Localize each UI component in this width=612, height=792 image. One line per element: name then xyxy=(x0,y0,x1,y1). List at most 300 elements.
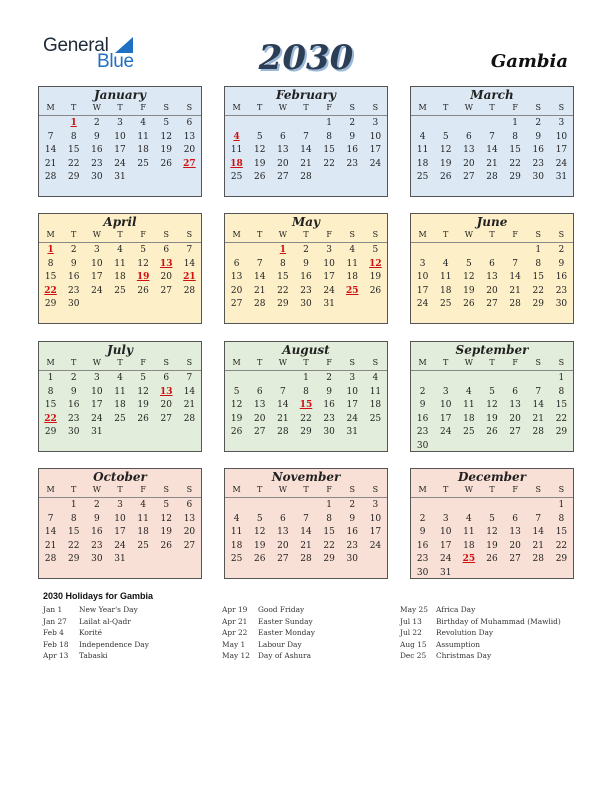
day-cell: 17 xyxy=(416,285,429,296)
day-cell: 25 xyxy=(137,540,149,551)
holiday-date: Dec 25 xyxy=(400,651,427,661)
day-cell: 8 xyxy=(47,258,54,269)
weekday-label: M xyxy=(418,485,427,494)
day-cell: 2 xyxy=(419,386,426,397)
day-cell: 11 xyxy=(346,258,358,269)
day-grid xyxy=(225,244,387,312)
day-cell: 4 xyxy=(117,373,123,383)
day-cell: 12 xyxy=(253,145,266,156)
day-cell: 6 xyxy=(163,373,170,383)
day-cell: 22 xyxy=(323,540,335,551)
weekday-label: M xyxy=(46,358,55,367)
month-may xyxy=(224,213,388,324)
day-cell: 5 xyxy=(233,386,240,397)
day-cell: 24 xyxy=(555,158,568,169)
day-cell: 10 xyxy=(439,527,452,538)
month-november xyxy=(224,468,388,579)
weekday-label: F xyxy=(326,103,332,112)
empty-cell xyxy=(457,244,480,258)
day-cell: 9 xyxy=(535,131,542,142)
weekday-label: F xyxy=(512,358,518,367)
day-cell: 18 xyxy=(463,413,475,424)
day-cell: 7 xyxy=(512,258,518,269)
month-august xyxy=(224,341,388,452)
day-cell: 16 xyxy=(416,413,429,424)
day-cell: 26 xyxy=(160,158,172,169)
weekday-label: W xyxy=(92,103,101,112)
day-cell: 15 xyxy=(277,272,289,283)
day-cell: 5 xyxy=(140,245,146,255)
day-cell: 19 xyxy=(253,158,266,169)
day-cell: 31 xyxy=(323,299,335,310)
day-cell: 29 xyxy=(44,299,57,310)
day-cell: 1 xyxy=(70,500,77,510)
day-cell: 10 xyxy=(346,386,358,397)
day-cell: 5 xyxy=(140,373,146,383)
day-cell: 24 xyxy=(369,158,382,169)
day-cell: 2 xyxy=(93,118,100,128)
day-cell: 27 xyxy=(486,299,498,310)
day-cell: 22 xyxy=(277,285,289,296)
weekday-label: S xyxy=(372,230,379,239)
day-cell: 18 xyxy=(114,400,126,411)
weekday-label: T xyxy=(71,485,77,494)
day-cell: 24 xyxy=(114,540,126,551)
weekday-label: S xyxy=(349,230,356,239)
holiday-row xyxy=(222,628,315,640)
empty-cell xyxy=(527,372,550,386)
day-cell: 28 xyxy=(532,554,544,565)
weekday-label: S xyxy=(535,230,542,239)
day-cell: 7 xyxy=(303,513,309,524)
day-cell: 8 xyxy=(535,258,542,269)
day-cell: 26 xyxy=(486,427,498,438)
holiday-day-cell: 4 xyxy=(233,131,240,142)
day-cell: 1 xyxy=(535,245,542,255)
day-cell: 18 xyxy=(439,285,452,296)
weekday-label: T xyxy=(71,103,77,112)
day-cell: 22 xyxy=(300,413,312,424)
holiday-name: Day of Ashura xyxy=(258,651,311,661)
day-cell: 23 xyxy=(323,413,335,424)
day-cell: 30 xyxy=(91,554,103,565)
day-cell: 16 xyxy=(416,540,429,551)
day-cell: 24 xyxy=(439,427,452,438)
day-cell: 2 xyxy=(93,500,100,510)
weekday-label: T xyxy=(443,358,449,367)
day-cell: 14 xyxy=(486,145,498,156)
empty-cell xyxy=(527,499,550,513)
month-september xyxy=(410,341,574,452)
holiday-name: Christmas Day xyxy=(436,651,492,661)
holiday-day-cell: 25 xyxy=(462,554,476,565)
day-cell: 25 xyxy=(230,554,243,565)
day-cell: 18 xyxy=(137,145,149,156)
day-cell: 30 xyxy=(91,172,103,183)
day-cell: 6 xyxy=(279,131,286,142)
weekday-label: W xyxy=(92,485,101,494)
day-cell: 27 xyxy=(277,172,289,183)
country-name: Gambia xyxy=(490,51,568,72)
day-cell: 2 xyxy=(349,500,356,510)
day-cell: 11 xyxy=(230,145,243,156)
weekday-label: S xyxy=(558,358,565,367)
day-cell: 5 xyxy=(372,245,379,255)
weekday-label: T xyxy=(443,485,449,494)
weekday-label: M xyxy=(46,103,55,112)
day-cell: 8 xyxy=(326,513,332,524)
day-cell: 7 xyxy=(256,258,263,269)
day-cell: 3 xyxy=(117,500,123,510)
weekday-label: W xyxy=(278,485,287,494)
day-cell: 2 xyxy=(535,118,542,128)
empty-cell xyxy=(457,372,480,386)
day-cell: 17 xyxy=(114,145,126,156)
holiday-date: Jan 1 xyxy=(43,605,63,614)
day-cell: 22 xyxy=(67,158,80,169)
empty-cell xyxy=(457,117,480,131)
day-cell: 16 xyxy=(67,272,80,283)
day-cell: 4 xyxy=(140,118,146,128)
day-cell: 7 xyxy=(47,513,54,524)
day-cell: 17 xyxy=(369,527,382,538)
day-grid xyxy=(39,372,201,440)
day-cell: 18 xyxy=(346,272,358,283)
day-cell: 4 xyxy=(465,513,472,524)
day-cell: 12 xyxy=(230,400,243,411)
day-cell: 27 xyxy=(277,554,289,565)
day-cell: 1 xyxy=(303,373,309,383)
day-cell: 26 xyxy=(230,427,243,438)
holiday-day-cell: 1 xyxy=(279,245,286,255)
day-cell: 28 xyxy=(44,172,57,183)
day-cell: 1 xyxy=(326,500,332,510)
day-cell: 27 xyxy=(183,540,196,551)
holiday-row xyxy=(400,628,561,640)
day-cell: 3 xyxy=(442,513,449,524)
day-cell: 3 xyxy=(419,258,426,269)
day-cell: 6 xyxy=(465,131,472,142)
day-cell: 24 xyxy=(91,413,103,424)
day-cell: 16 xyxy=(300,272,312,283)
day-cell: 29 xyxy=(555,427,568,438)
day-cell: 25 xyxy=(230,172,243,183)
day-cell: 17 xyxy=(114,527,126,538)
weekday-label: T xyxy=(303,358,309,367)
day-cell: 6 xyxy=(186,118,193,128)
day-cell: 23 xyxy=(346,158,358,169)
day-cell: 6 xyxy=(256,386,263,397)
day-grid xyxy=(39,499,201,567)
empty-cell xyxy=(504,244,527,258)
day-cell: 20 xyxy=(463,158,475,169)
day-cell: 24 xyxy=(439,554,452,565)
header-divider xyxy=(39,497,201,498)
day-cell: 15 xyxy=(532,272,544,283)
month-title: April xyxy=(103,215,137,229)
empty-cell xyxy=(480,244,503,258)
empty-cell xyxy=(225,499,248,513)
day-cell: 23 xyxy=(416,554,429,565)
day-cell: 14 xyxy=(253,272,266,283)
holiday-date: Feb 4 xyxy=(43,628,64,638)
holiday-name: Lailat al-Qadr xyxy=(79,616,131,626)
weekday-header-row xyxy=(39,103,201,112)
header-divider xyxy=(411,115,573,116)
header-divider xyxy=(411,497,573,498)
day-cell: 20 xyxy=(277,158,289,169)
empty-cell xyxy=(411,244,434,258)
day-cell: 11 xyxy=(439,272,452,283)
month-february xyxy=(224,86,388,197)
day-cell: 9 xyxy=(419,527,426,538)
weekday-label: S xyxy=(372,358,379,367)
day-cell: 28 xyxy=(44,554,57,565)
weekday-header-row xyxy=(225,358,387,367)
day-cell: 27 xyxy=(509,554,521,565)
empty-cell xyxy=(225,244,248,258)
day-cell: 4 xyxy=(349,245,356,255)
day-cell: 9 xyxy=(349,131,356,142)
day-cell: 2 xyxy=(70,245,77,255)
day-cell: 7 xyxy=(186,373,193,383)
empty-cell xyxy=(434,499,457,513)
day-cell: 4 xyxy=(442,258,449,269)
empty-cell xyxy=(434,244,457,258)
weekday-label: W xyxy=(464,230,473,239)
holiday-date: May 25 xyxy=(400,605,428,614)
day-cell: 25 xyxy=(439,299,452,310)
weekday-header-row xyxy=(411,485,573,494)
day-cell: 19 xyxy=(160,527,172,538)
weekday-label: M xyxy=(418,103,427,112)
weekday-label: S xyxy=(186,230,193,239)
day-cell: 3 xyxy=(372,500,379,510)
weekday-header-row xyxy=(39,230,201,239)
weekday-label: T xyxy=(489,230,495,239)
day-cell: 31 xyxy=(439,567,452,578)
day-cell: 7 xyxy=(535,513,542,524)
day-cell: 9 xyxy=(70,258,77,269)
holiday-row xyxy=(222,651,315,663)
day-cell: 19 xyxy=(486,540,498,551)
holiday-date: May 12 xyxy=(222,651,250,661)
weekday-label: M xyxy=(46,230,55,239)
day-cell: 30 xyxy=(416,440,429,451)
day-cell: 14 xyxy=(300,527,312,538)
holiday-column xyxy=(222,605,315,663)
month-title: September xyxy=(455,343,529,357)
day-cell: 17 xyxy=(346,400,358,411)
empty-cell xyxy=(480,372,503,386)
day-cell: 15 xyxy=(323,145,335,156)
day-cell: 21 xyxy=(486,158,498,169)
day-cell: 20 xyxy=(509,540,521,551)
day-cell: 8 xyxy=(70,513,77,524)
day-cell: 29 xyxy=(555,554,568,565)
day-cell: 18 xyxy=(463,540,475,551)
day-cell: 16 xyxy=(67,400,80,411)
day-cell: 13 xyxy=(183,513,196,524)
day-cell: 6 xyxy=(489,258,495,269)
weekday-label: M xyxy=(46,485,55,494)
weekday-label: W xyxy=(464,103,473,112)
month-title: January xyxy=(94,88,146,102)
day-cell: 5 xyxy=(163,500,170,510)
weekday-label: T xyxy=(489,485,495,494)
day-cell: 20 xyxy=(230,285,243,296)
holiday-date: Jul 22 xyxy=(400,628,422,638)
holiday-row xyxy=(43,651,149,663)
weekday-label: M xyxy=(418,358,427,367)
weekday-label: F xyxy=(326,485,332,494)
day-cell: 7 xyxy=(489,131,495,142)
day-cell: 30 xyxy=(300,299,312,310)
day-cell: 14 xyxy=(300,145,312,156)
day-cell: 14 xyxy=(183,258,196,269)
day-cell: 20 xyxy=(486,285,498,296)
holiday-day-cell: 12 xyxy=(369,258,382,269)
empty-cell xyxy=(248,499,271,513)
day-cell: 28 xyxy=(277,427,289,438)
weekday-header-row xyxy=(39,358,201,367)
day-cell: 15 xyxy=(44,400,57,411)
day-cell: 29 xyxy=(532,299,544,310)
weekday-label: F xyxy=(326,230,332,239)
day-cell: 5 xyxy=(442,131,449,142)
month-title: May xyxy=(291,215,321,229)
day-cell: 26 xyxy=(253,554,266,565)
day-cell: 3 xyxy=(372,118,379,128)
day-cell: 23 xyxy=(346,540,358,551)
day-cell: 18 xyxy=(416,158,429,169)
day-cell: 9 xyxy=(349,513,356,524)
day-cell: 19 xyxy=(369,272,382,283)
header-divider xyxy=(411,242,573,243)
day-cell: 27 xyxy=(253,427,266,438)
day-cell: 25 xyxy=(463,427,475,438)
weekday-label: T xyxy=(117,230,123,239)
day-cell: 18 xyxy=(369,400,382,411)
weekday-label: T xyxy=(117,103,123,112)
weekday-label: F xyxy=(512,230,518,239)
day-cell: 21 xyxy=(253,285,266,296)
day-cell: 11 xyxy=(230,527,243,538)
day-cell: 26 xyxy=(253,172,266,183)
weekday-label: W xyxy=(278,358,287,367)
empty-cell xyxy=(411,117,434,131)
day-cell: 10 xyxy=(416,272,429,283)
weekday-label: F xyxy=(512,485,518,494)
holidays-title: 2030 Holidays for Gambia xyxy=(43,591,154,601)
weekday-label: S xyxy=(535,485,542,494)
day-cell: 18 xyxy=(114,272,126,283)
day-cell: 7 xyxy=(303,131,309,142)
empty-cell xyxy=(271,117,294,131)
day-cell: 8 xyxy=(47,386,54,397)
month-title: August xyxy=(282,343,330,357)
day-cell: 21 xyxy=(44,158,57,169)
day-cell: 19 xyxy=(486,413,498,424)
day-cell: 12 xyxy=(160,131,172,142)
month-title: June xyxy=(476,215,508,229)
day-cell: 30 xyxy=(323,427,335,438)
holiday-row xyxy=(222,640,315,652)
day-cell: 4 xyxy=(465,386,472,397)
day-cell: 9 xyxy=(93,513,100,524)
day-cell: 10 xyxy=(323,258,335,269)
day-cell: 26 xyxy=(463,299,475,310)
day-cell: 23 xyxy=(416,427,429,438)
weekday-label: W xyxy=(464,358,473,367)
day-cell: 30 xyxy=(346,554,358,565)
holiday-date: Apr 22 xyxy=(222,628,248,638)
day-cell: 12 xyxy=(463,272,475,283)
day-cell: 13 xyxy=(463,145,475,156)
weekday-label: T xyxy=(443,103,449,112)
day-cell: 27 xyxy=(160,413,172,424)
day-cell: 4 xyxy=(233,513,240,524)
day-cell: 30 xyxy=(67,427,80,438)
day-cell: 21 xyxy=(300,540,312,551)
month-title: November xyxy=(271,470,341,484)
day-cell: 2 xyxy=(326,373,332,383)
day-cell: 13 xyxy=(183,131,196,142)
day-grid xyxy=(411,117,573,185)
day-cell: 29 xyxy=(509,172,521,183)
day-cell: 12 xyxy=(486,527,498,538)
weekday-label: M xyxy=(232,230,241,239)
day-cell: 10 xyxy=(555,131,568,142)
day-cell: 10 xyxy=(91,386,103,397)
empty-cell xyxy=(480,499,503,513)
day-cell: 3 xyxy=(117,118,123,128)
day-cell: 24 xyxy=(346,413,358,424)
day-cell: 20 xyxy=(160,400,172,411)
day-cell: 20 xyxy=(160,272,172,283)
holiday-column xyxy=(400,605,561,663)
day-cell: 6 xyxy=(279,513,286,524)
day-cell: 24 xyxy=(323,285,335,296)
holiday-row xyxy=(43,628,149,640)
day-cell: 16 xyxy=(91,145,103,156)
weekday-label: S xyxy=(186,358,193,367)
empty-cell xyxy=(39,499,62,513)
day-cell: 16 xyxy=(555,272,568,283)
month-december xyxy=(410,468,574,579)
empty-cell xyxy=(271,499,294,513)
empty-cell xyxy=(225,372,248,386)
day-cell: 11 xyxy=(463,400,475,411)
day-cell: 9 xyxy=(558,258,565,269)
day-cell: 31 xyxy=(346,427,358,438)
day-cell: 23 xyxy=(555,285,568,296)
day-cell: 21 xyxy=(300,158,312,169)
day-cell: 28 xyxy=(253,299,266,310)
day-cell: 28 xyxy=(300,554,312,565)
weekday-label: S xyxy=(349,485,356,494)
weekday-label: T xyxy=(489,358,495,367)
day-cell: 29 xyxy=(67,172,80,183)
day-cell: 28 xyxy=(532,427,544,438)
day-cell: 11 xyxy=(416,145,429,156)
day-cell: 23 xyxy=(67,285,80,296)
holiday-name: Korité xyxy=(79,628,103,638)
day-cell: 12 xyxy=(253,527,266,538)
weekday-label: S xyxy=(558,485,565,494)
holiday-name: Revolution Day xyxy=(436,628,494,638)
day-cell: 1 xyxy=(47,373,54,383)
